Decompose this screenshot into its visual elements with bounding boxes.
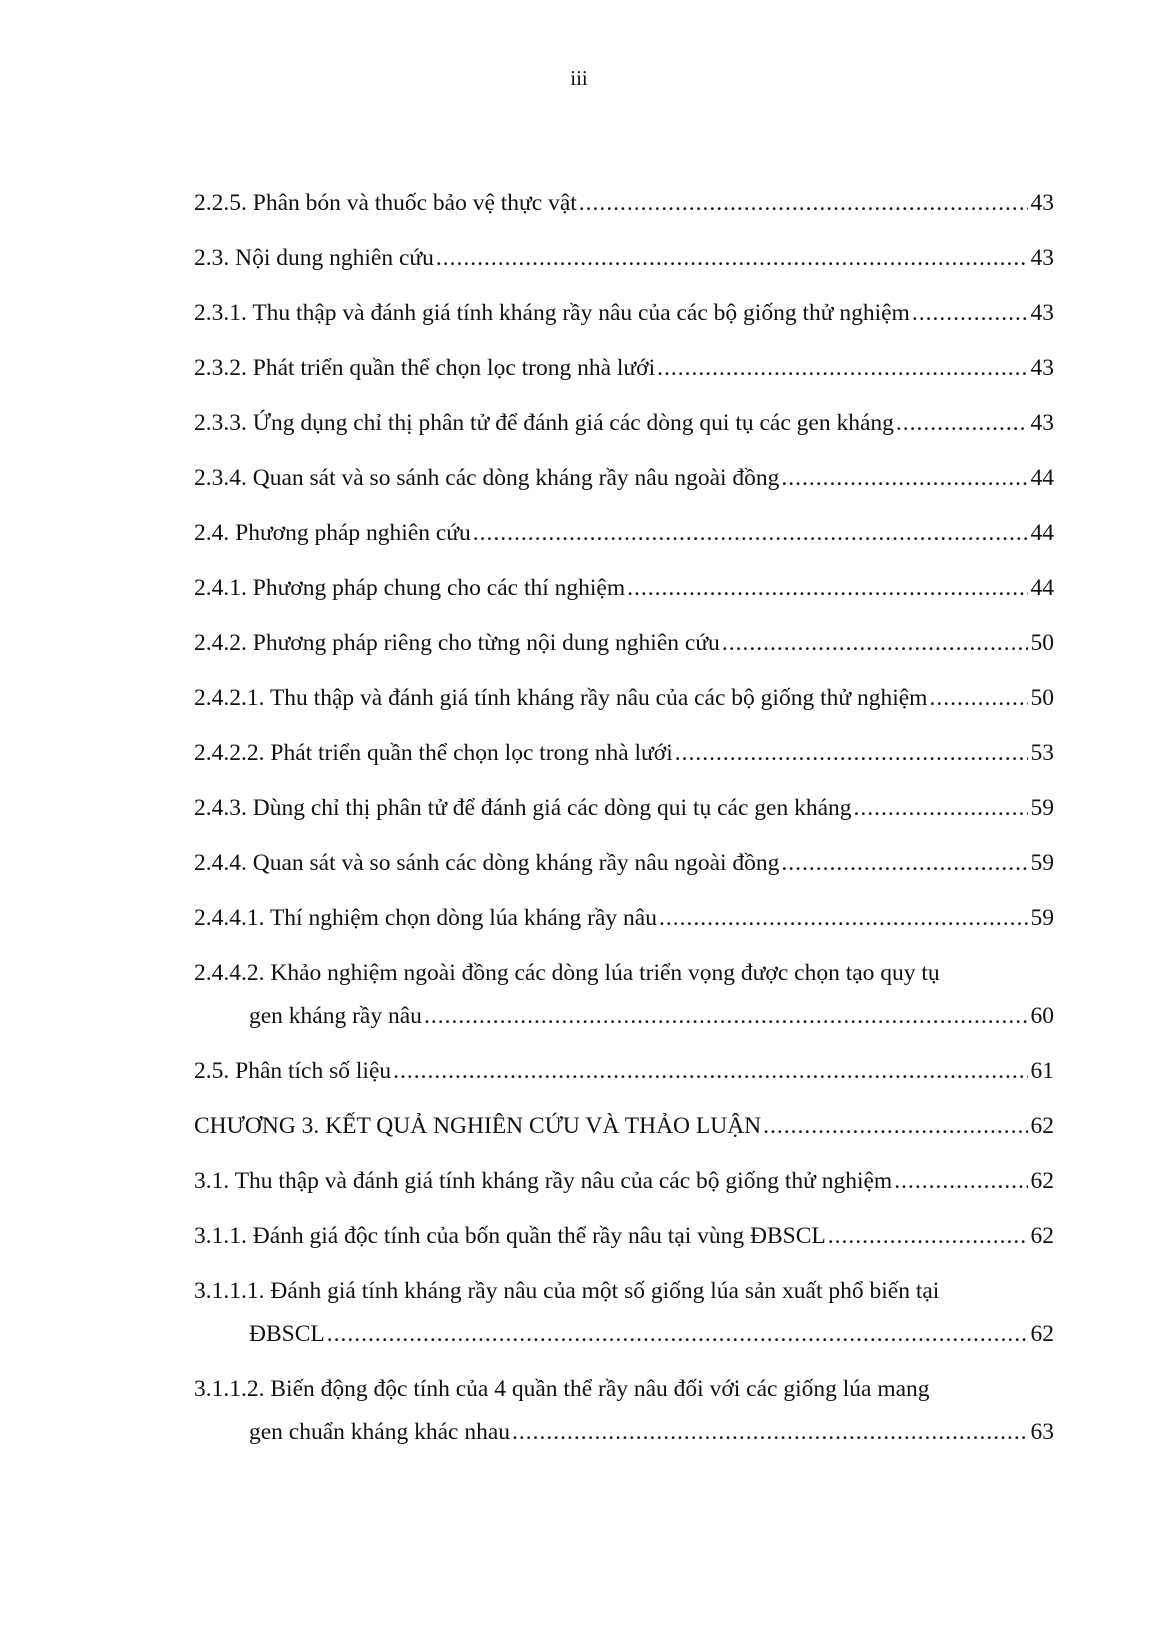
toc-entry	[194, 897, 1054, 940]
toc-entry-title: 2.4.1. Phương pháp chung cho các thí nghiệm	[194, 575, 626, 601]
toc-entry	[194, 732, 1054, 775]
toc-entry-title: 3.1. Thu thập và đánh giá tính kháng rầy nâu của các bộ giống thử nghiệm	[194, 1168, 893, 1194]
toc-entry-title: 3.1.1. Đánh giá độc tính của bốn quần thể rầy nâu tại vùng ĐBSCL	[194, 1223, 826, 1249]
toc-entry	[194, 182, 1054, 225]
toc-entry-page: 59	[1030, 850, 1054, 876]
toc-entry-title: 2.3. Nội dung nghiên cứu	[194, 245, 434, 271]
toc-leader-dots	[781, 457, 1027, 500]
toc-leader-dots	[579, 182, 1028, 225]
toc-entry-title: 2.4.3. Dùng chỉ thị phân tử để đánh giá các dòng qui tụ các gen kháng	[194, 795, 852, 821]
toc-entry	[194, 402, 1054, 445]
toc-leader-dots	[657, 347, 1027, 390]
toc-entry-title: 2.3.3. Ứng dụng chỉ thị phân tử để đánh giá các dòng qui tụ các gen kháng	[194, 410, 894, 436]
toc-entry-page: 44	[1030, 520, 1054, 546]
toc-entry-title: CHƯƠNG 3. KẾT QUẢ NGHIÊN CỨU VÀ THẢO LUẬN	[194, 1113, 762, 1139]
toc-entry-page: 62	[1030, 1321, 1054, 1347]
toc-entry	[194, 1215, 1054, 1258]
toc-entry-title: 2.4.2. Phương pháp riêng cho từng nội dung nghiên cứu	[194, 630, 720, 656]
toc-entry-title: 3.1.1.1. Đánh giá tính kháng rầy nâu của một số giống lúa sản xuất phổ biến tại	[194, 1278, 940, 1304]
toc-entry-page: 43	[1030, 190, 1054, 216]
toc-entry-page: 44	[1030, 465, 1054, 491]
toc-entry-page: 62	[1030, 1168, 1054, 1194]
toc-leader-dots	[828, 1215, 1028, 1258]
toc-entry-page: 43	[1030, 355, 1054, 381]
toc-leader-dots	[424, 995, 1028, 1038]
toc-leader-dots	[675, 732, 1028, 775]
toc-entry-title: 2.4.4.1. Thí nghiệm chọn dòng lúa kháng rầy nâu	[194, 905, 657, 931]
toc-entry-title: 2.5. Phân tích số liệu	[194, 1058, 392, 1084]
toc-leader-dots	[512, 1411, 1027, 1454]
toc-entry-title: 3.1.1.2. Biến động độc tính của 4 quần thể rầy nâu đối với các giống lúa mang	[194, 1376, 930, 1402]
toc-entry	[194, 237, 1054, 280]
toc-entry-title-continued: gen chuẩn kháng khác nhau	[249, 1419, 511, 1445]
toc-entry-page: 44	[1030, 575, 1054, 601]
toc-leader-dots	[896, 402, 1028, 445]
toc-leader-dots	[763, 1105, 1027, 1148]
toc-entry-page: 62	[1030, 1113, 1054, 1139]
toc-entry-page: 60	[1030, 1003, 1054, 1029]
toc-leader-dots	[436, 237, 1028, 280]
toc-entry-page: 61	[1030, 1058, 1054, 1084]
toc-entry	[194, 1368, 1054, 1454]
toc-entry	[194, 952, 1054, 1038]
toc-leader-dots	[659, 897, 1028, 940]
toc-entry	[194, 457, 1054, 500]
toc-entry-title: 2.3.1. Thu thập và đánh giá tính kháng rầy nâu của các bộ giống thử nghiệm	[194, 300, 910, 326]
toc-entry	[194, 622, 1054, 665]
toc-entry-page: 59	[1030, 905, 1054, 931]
toc-entry-title: 2.2.5. Phân bón và thuốc bảo vệ thực vật	[194, 190, 577, 216]
table-of-contents	[194, 182, 1054, 1466]
toc-entry	[194, 292, 1054, 335]
toc-entry	[194, 842, 1054, 885]
toc-entry-page: 43	[1030, 245, 1054, 271]
toc-entry	[194, 1270, 1054, 1356]
toc-entry-title-continued: ĐBSCL	[249, 1321, 325, 1347]
toc-entry	[194, 1160, 1054, 1203]
toc-entry	[194, 1105, 1054, 1148]
toc-leader-dots	[393, 1050, 1027, 1093]
toc-entry-page: 43	[1030, 300, 1054, 326]
toc-entry-title: 2.3.4. Quan sát và so sánh các dòng kháng rầy nâu ngoài đồng	[194, 465, 780, 491]
toc-leader-dots	[912, 292, 1028, 335]
toc-entry-title: 2.4.2.1. Thu thập và đánh giá tính kháng rầy nâu của các bộ giống thử nghiệm	[194, 685, 928, 711]
toc-entry-page: 53	[1030, 740, 1054, 766]
toc-leader-dots	[929, 677, 1027, 720]
toc-leader-dots	[627, 567, 1027, 610]
toc-entry-page: 50	[1030, 685, 1054, 711]
toc-entry	[194, 347, 1054, 390]
toc-entry-page: 43	[1030, 410, 1054, 436]
toc-entry	[194, 677, 1054, 720]
toc-leader-dots	[894, 1160, 1027, 1203]
toc-leader-dots	[473, 512, 1028, 555]
toc-entry-title: 2.4.4.2. Khảo nghiệm ngoài đồng các dòng lúa triển vọng được chọn tạo quy tụ	[194, 960, 940, 986]
toc-entry-page: 59	[1030, 795, 1054, 821]
toc-entry-title: 2.4.2.2. Phát triển quần thể chọn lọc trong nhà lưới	[194, 740, 673, 766]
toc-leader-dots	[854, 787, 1028, 830]
toc-entry-page: 50	[1030, 630, 1054, 656]
toc-entry-title-continued: gen kháng rầy nâu	[249, 1003, 422, 1029]
toc-leader-dots	[781, 842, 1027, 885]
toc-entry-title: 2.4. Phương pháp nghiên cứu	[194, 520, 471, 546]
toc-entry	[194, 512, 1054, 555]
toc-leader-dots	[722, 622, 1028, 665]
toc-leader-dots	[327, 1313, 1028, 1356]
toc-entry-title: 2.3.2. Phát triển quần thể chọn lọc trong nhà lưới	[194, 355, 656, 381]
page-number: iii	[570, 66, 588, 90]
toc-entry-page: 63	[1030, 1419, 1054, 1445]
toc-entry	[194, 1050, 1054, 1093]
toc-entry	[194, 567, 1054, 610]
toc-entry	[194, 787, 1054, 830]
toc-entry-title: 2.4.4. Quan sát và so sánh các dòng kháng rầy nâu ngoài đồng	[194, 850, 780, 876]
toc-entry-page: 62	[1030, 1223, 1054, 1249]
